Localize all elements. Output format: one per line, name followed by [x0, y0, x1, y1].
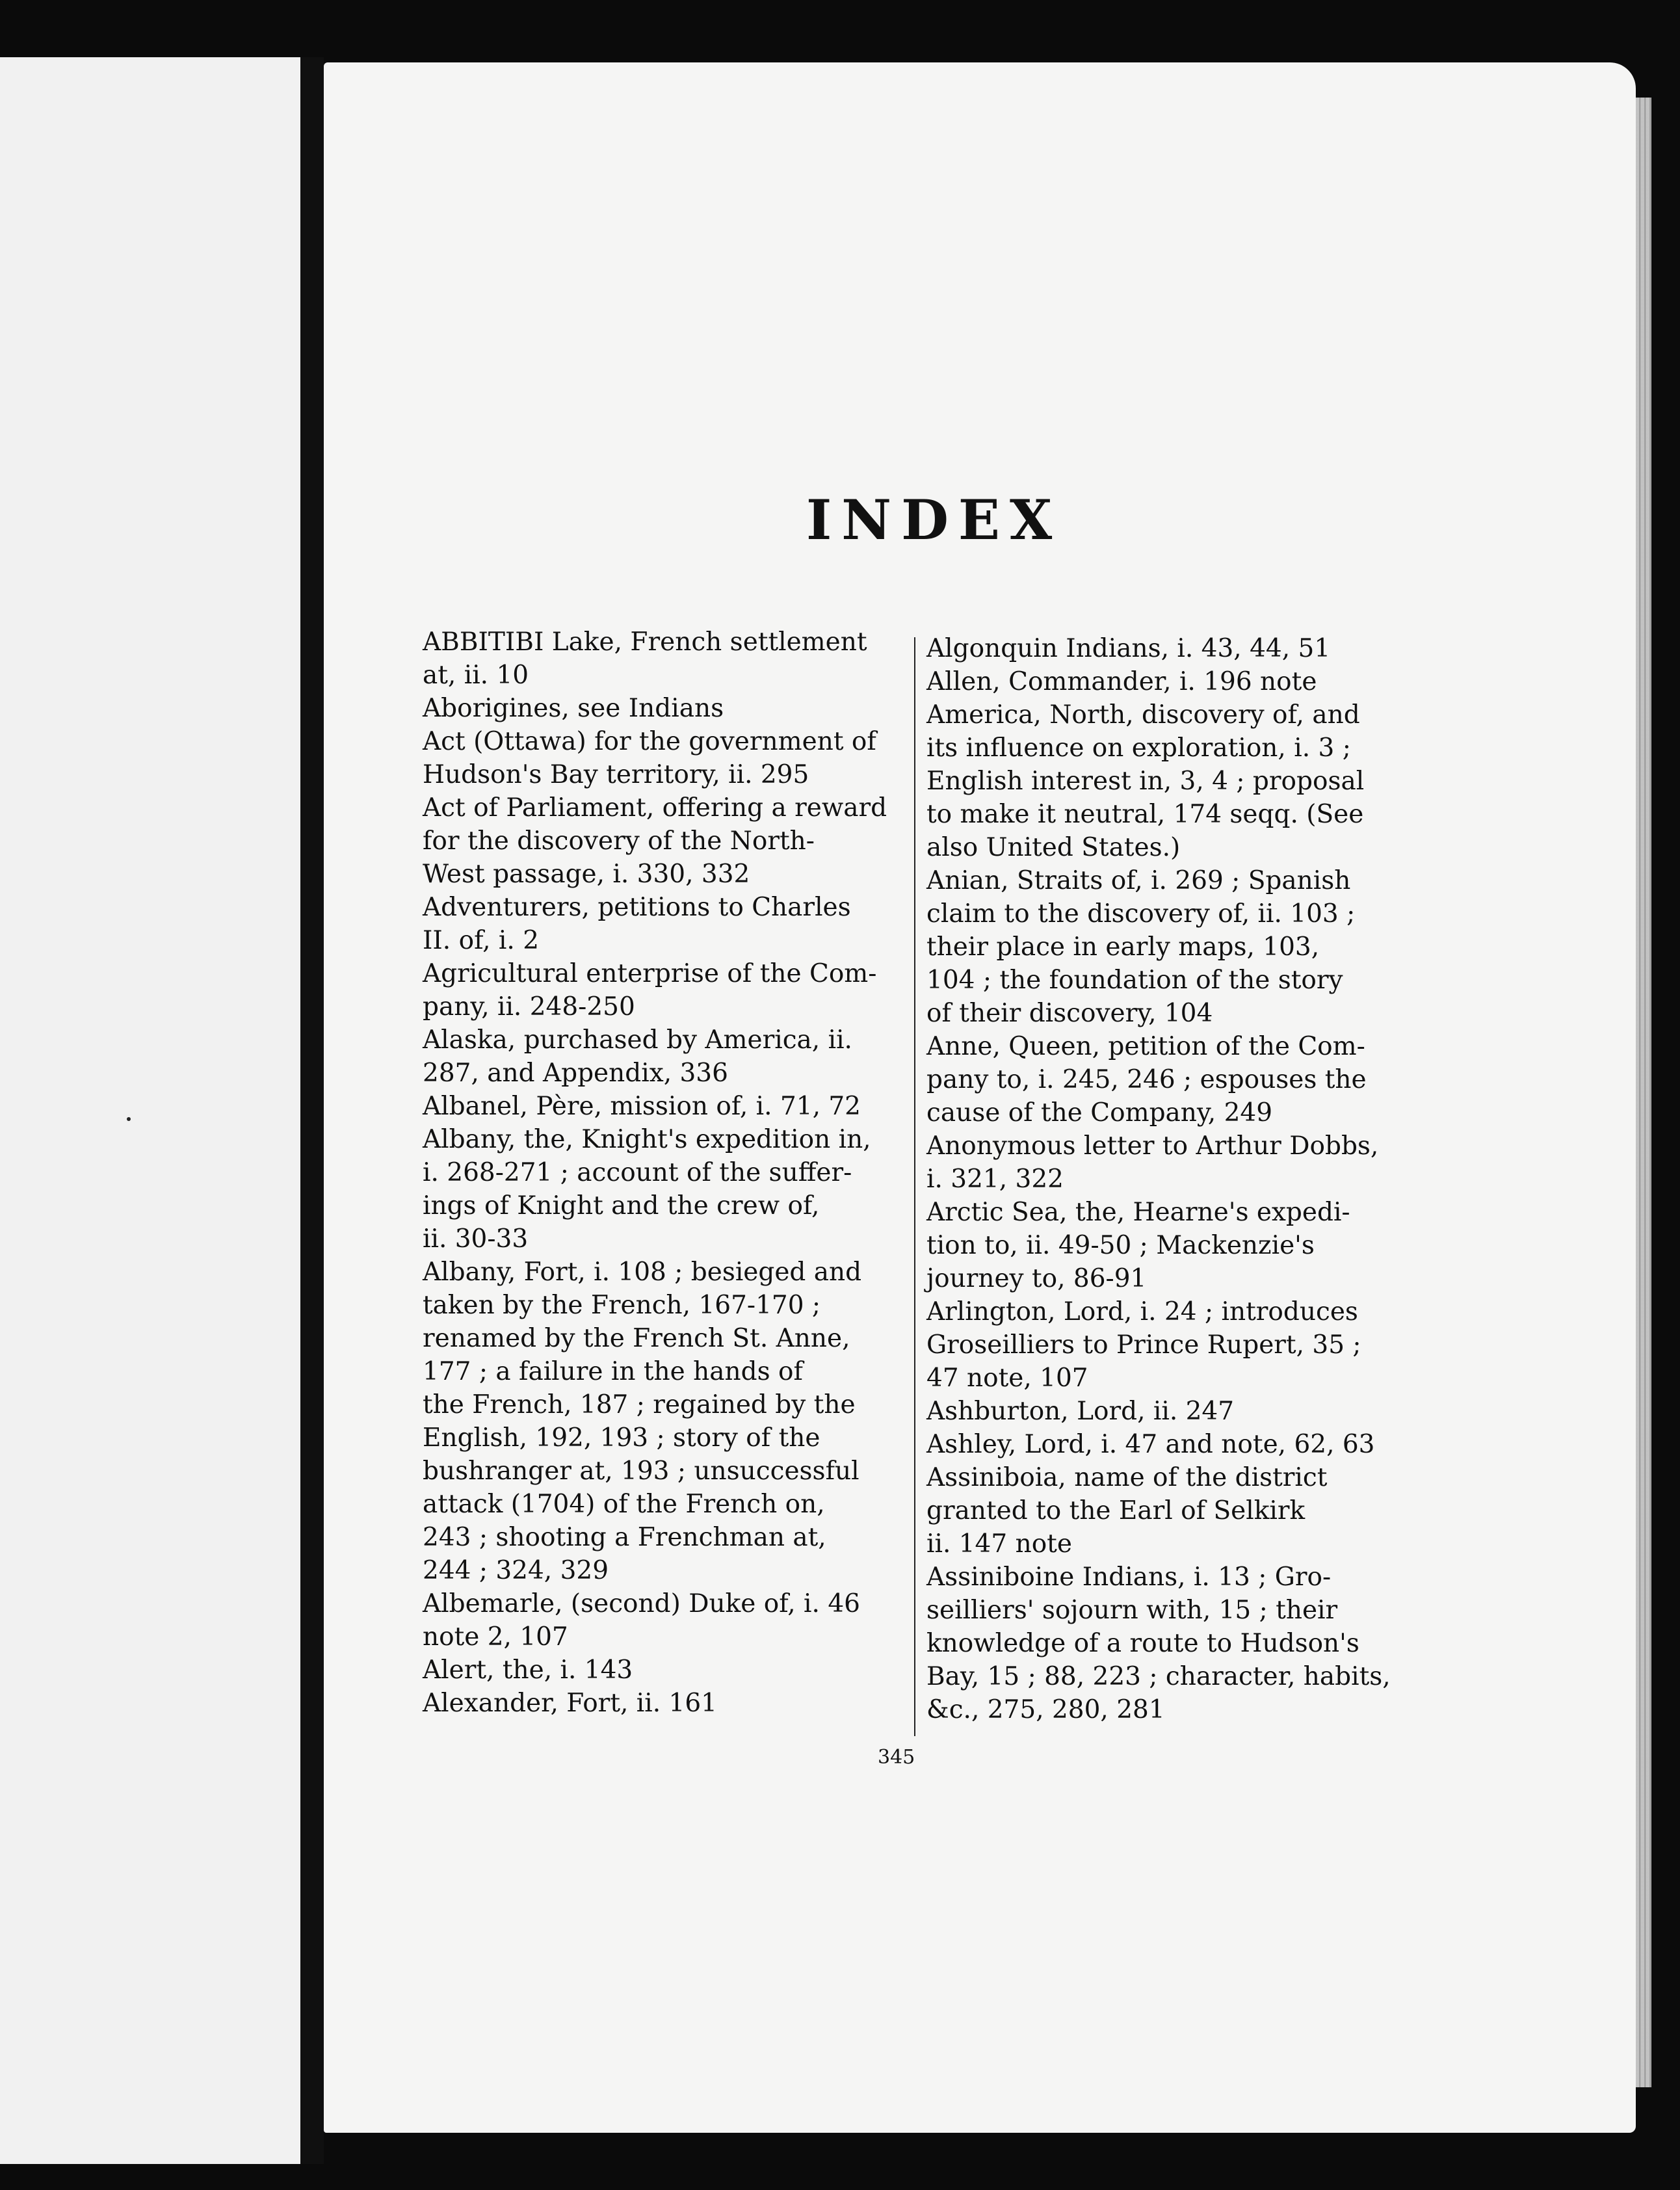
index-entry-line: 47 note, 107: [926, 1364, 1088, 1393]
index-entry: [423, 725, 910, 791]
index-entry-line: 177 ; a failure in the hands of: [423, 1357, 803, 1386]
index-entry-line: Anne, Queen, petition of the Com-: [926, 1032, 1365, 1061]
index-entry: [423, 1587, 910, 1654]
index-entry-line: Albany, Fort, i. 108 ; besieged and: [423, 1258, 862, 1287]
index-entry-line: Alaska, purchased by America, ii.: [423, 1025, 852, 1055]
index-entry-line: Hudson's Bay territory, ii. 295: [423, 760, 809, 789]
index-entry: [926, 1395, 1414, 1428]
index-entry: [423, 1023, 910, 1090]
index-entry-line: II. of, i. 2: [423, 926, 540, 955]
index-entry: [423, 626, 910, 692]
index-entry-line: Anonymous letter to Arthur Dobbs,: [926, 1131, 1379, 1161]
index-entry-line: Act of Parliament, offering a reward: [423, 793, 887, 823]
index-entry: [423, 1256, 910, 1587]
index-entry: [423, 891, 910, 957]
index-entry-line: Albany, the, Knight's expedition in,: [423, 1125, 871, 1154]
index-entry: [926, 698, 1414, 864]
index-entry-line: English interest in, 3, 4 ; proposal: [926, 767, 1365, 796]
index-entry: [423, 1654, 910, 1687]
index-column-right: [926, 632, 1414, 1726]
index-entry-line: of their discovery, 104: [926, 999, 1213, 1028]
left-facing-page: [0, 57, 300, 2164]
index-entry-line: Arctic Sea, the, Hearne's expedi-: [926, 1198, 1350, 1227]
index-entry-line: Alert, the, i. 143: [423, 1656, 633, 1685]
index-entry-line: Ashley, Lord, i. 47 and note, 62, 63: [926, 1430, 1375, 1459]
index-entry: [423, 1090, 910, 1123]
index-entry-line: 244 ; 324, 329: [423, 1556, 609, 1585]
index-entry-line: Ashburton, Lord, ii. 247: [926, 1397, 1235, 1426]
index-entry-line: ii. 30-33: [423, 1224, 529, 1254]
index-entry-line: Albanel, Père, mission of, i. 71, 72: [423, 1092, 861, 1121]
index-entry-line: Assiniboine Indians, i. 13 ; Gro-: [926, 1563, 1332, 1592]
index-entry-line: note 2, 107: [423, 1622, 568, 1652]
index-entry-line: ABBITIBI Lake, French settlement: [423, 627, 867, 657]
book-gutter: [300, 57, 324, 2164]
index-entry-line: journey to, 86-91: [926, 1264, 1147, 1293]
index-entry: [926, 864, 1414, 1030]
index-entry-line: i. 268-271 ; account of the suffer-: [423, 1158, 852, 1187]
index-entry: [423, 1687, 910, 1720]
index-entry: [926, 1428, 1414, 1461]
index-entry-line: the French, 187 ; regained by the: [423, 1390, 856, 1419]
index-entry-line: America, North, discovery of, and: [926, 700, 1360, 730]
index-entry-line: Anian, Straits of, i. 269 ; Spanish: [926, 866, 1351, 895]
index-entry: [926, 1561, 1414, 1726]
page-title: INDEX: [806, 488, 1062, 552]
index-entry-line: &c., 275, 280, 281: [926, 1695, 1165, 1724]
index-entry-line: Bay, 15 ; 88, 223 ; character, habits,: [926, 1662, 1391, 1691]
index-entry-line: English, 192, 193 ; story of the: [423, 1423, 820, 1453]
index-entry: [926, 1129, 1414, 1196]
index-entry: [423, 791, 910, 891]
index-entry-line: ii. 147 note: [926, 1529, 1072, 1559]
column-divider: [914, 637, 915, 1736]
index-entry-line: Act (Ottawa) for the government of: [423, 727, 876, 756]
index-entry-line: Albemarle, (second) Duke of, i. 46: [423, 1589, 860, 1618]
index-entry-line: to make it neutral, 174 seqq. (See: [926, 800, 1364, 829]
ink-speck: [127, 1117, 131, 1121]
index-entry-line: Adventurers, petitions to Charles: [423, 893, 851, 922]
index-entry-line: tion to, ii. 49-50 ; Mackenzie's: [926, 1231, 1315, 1260]
index-entry-line: seilliers' sojourn with, 15 ; their: [926, 1596, 1338, 1625]
index-entry-line: its influence on exploration, i. 3 ;: [926, 733, 1351, 763]
index-entry-line: claim to the discovery of, ii. 103 ;: [926, 899, 1356, 929]
index-entry-line: Algonquin Indians, i. 43, 44, 51: [926, 634, 1331, 663]
index-entry-line: bushranger at, 193 ; unsuccessful: [423, 1457, 860, 1486]
index-entry: [926, 632, 1414, 665]
index-entry-line: West passage, i. 330, 332: [423, 860, 750, 889]
index-entry-line: attack (1704) of the French on,: [423, 1490, 825, 1519]
index-column-left: [423, 626, 910, 1720]
index-entry: [423, 957, 910, 1023]
page-number: 345: [878, 1746, 915, 1769]
index-entry-line: cause of the Company, 249: [926, 1098, 1273, 1128]
index-entry-line: Agricultural enterprise of the Com-: [423, 959, 877, 988]
index-entry-line: i. 321, 322: [926, 1165, 1064, 1194]
index-entry-line: Allen, Commander, i. 196 note: [926, 667, 1317, 696]
index-entry-line: renamed by the French St. Anne,: [423, 1324, 850, 1353]
index-entry-line: 104 ; the foundation of the story: [926, 966, 1343, 995]
index-entry-line: ings of Knight and the crew of,: [423, 1191, 820, 1220]
index-entry-line: taken by the French, 167-170 ;: [423, 1291, 821, 1320]
index-entry-line: pany, ii. 248-250: [423, 992, 635, 1022]
index-entry-line: Arlington, Lord, i. 24 ; introduces: [926, 1297, 1358, 1326]
index-entry: [926, 665, 1414, 698]
index-entry: [926, 1295, 1414, 1395]
index-entry-line: Aborigines, see Indians: [423, 694, 724, 723]
index-entry-line: granted to the Earl of Selkirk: [926, 1496, 1306, 1525]
index-entry: [926, 1030, 1414, 1129]
index-entry: [423, 1123, 910, 1256]
index-entry-line: their place in early maps, 103,: [926, 932, 1320, 962]
index-entry: [423, 692, 910, 725]
index-entry-line: pany to, i. 245, 246 ; espouses the: [926, 1065, 1367, 1094]
index-entry-line: 287, and Appendix, 336: [423, 1059, 728, 1088]
index-entry-line: 243 ; shooting a Frenchman at,: [423, 1523, 826, 1552]
index-entry-line: Alexander, Fort, ii. 161: [423, 1689, 717, 1718]
index-entry-line: at, ii. 10: [423, 661, 529, 690]
index-entry: [926, 1461, 1414, 1561]
index-entry-line: also United States.): [926, 833, 1181, 862]
index-entry-line: Groseilliers to Prince Rupert, 35 ;: [926, 1330, 1361, 1360]
index-entry: [926, 1196, 1414, 1295]
index-entry-line: Assiniboia, name of the district: [926, 1463, 1328, 1492]
index-entry-line: for the discovery of the North-: [423, 826, 815, 856]
index-entry-line: knowledge of a route to Hudson's: [926, 1629, 1359, 1658]
